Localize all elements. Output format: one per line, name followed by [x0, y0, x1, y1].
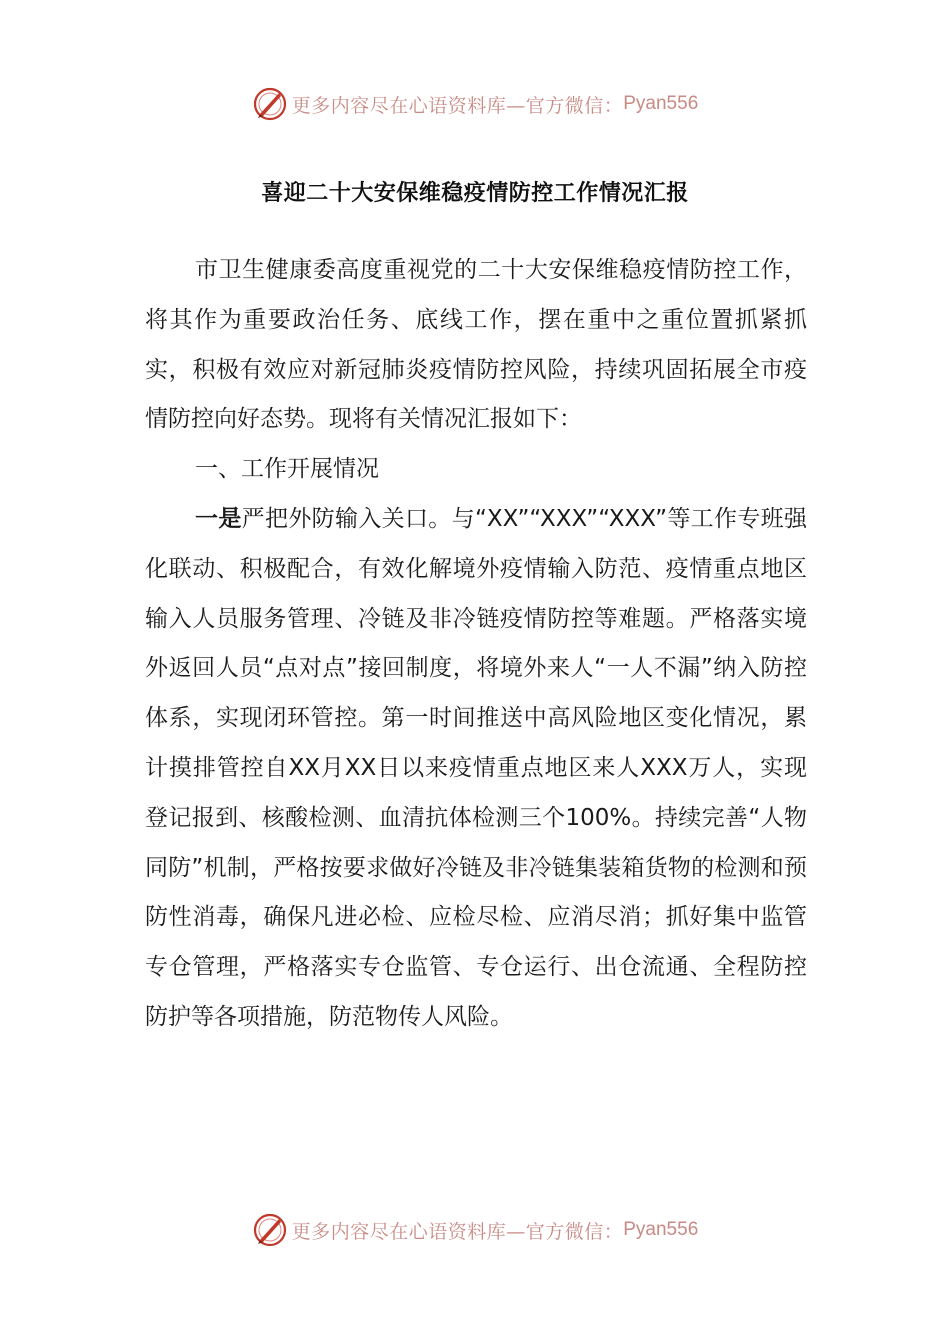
intro-paragraph: 市卫生健康委高度重视党的二十大安保维稳疫情防控工作，将其作为重要政治任务、底线工作，摆在重中之重位置抓紧抓实，积极有效应对新冠肺炎疫情防控风险，持续巩固拓展全市疫情防控向好态势。现将有关情况汇报如下： — [145, 257, 807, 433]
watermark-wechat-id: Pyan556 — [623, 1219, 699, 1240]
watermark-wechat-id: Pyan556 — [623, 93, 699, 114]
header-watermark — [0, 84, 950, 124]
footer-watermark — [0, 1210, 950, 1250]
watermark-text: 更多内容尽在心语资料库—官方微信： — [291, 1220, 624, 1243]
quill-logo-icon — [252, 1212, 288, 1248]
document-body — [145, 246, 807, 1043]
section-heading: 一、工作开展情况 — [195, 456, 379, 483]
item-one-paragraph — [145, 495, 807, 1043]
item-one-body: 严把外防输入关口。与“XX”“XXX”“XXX”等工作专班强化联动、积极配合，有效化解境外疫情输入防范、疫情重点地区输入人员服务管理、冷链及非冷链疫情防控等难题。严格落实境外返回人员“点对点”接回制度，将境外来人“一人不漏”纳入防控体系，实现闭环管控。第一时间推送中高风险地区变化情况，累计摸排管控自XX月XX日以来疫情重点地区来人XXX万人，实现登记报到、核酸检测、血清抗体检测三个100%。持续完善“人物同防”机制，严格按要求做好冷链及非冷链集装箱货物的检测和预防性消毒，确保凡进必检、应检尽检、应消尽消；抓好集中监管专仓管理，严格落实专仓监管、专仓运行、出仓流通、全程防控防护等各项措施，防范物传人风险。 — [145, 505, 808, 1030]
item-one-lead: 一是 — [195, 505, 242, 532]
watermark-text: 更多内容尽在心语资料库—官方微信： — [291, 94, 624, 117]
quill-logo-icon — [252, 86, 288, 122]
document-title: 喜迎二十大安保维稳疫情防控工作情况汇报 — [261, 181, 689, 206]
